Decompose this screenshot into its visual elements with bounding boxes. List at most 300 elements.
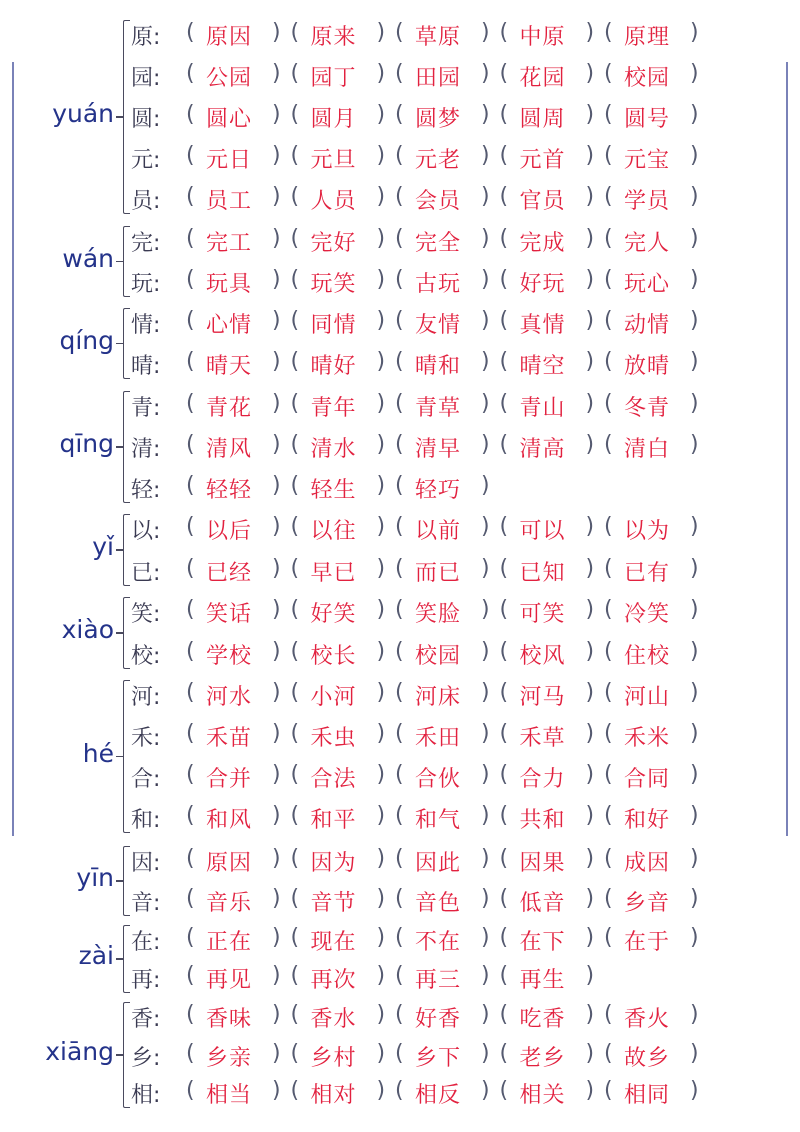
open-paren: ( <box>604 556 613 581</box>
close-paren: ) <box>272 762 281 787</box>
word-text: 轻轻 <box>206 478 253 503</box>
word-cell <box>291 680 395 710</box>
open-paren: ( <box>290 432 300 457</box>
word-text: 清早 <box>415 437 462 462</box>
open-paren: ( <box>395 391 404 416</box>
word-cell <box>186 267 290 297</box>
group-bracket <box>123 391 130 503</box>
entry-row <box>131 633 751 673</box>
entry-character: 已: <box>131 561 161 586</box>
open-paren: ( <box>604 1078 613 1103</box>
close-paren: ) <box>376 514 386 539</box>
close-paren: ) <box>690 597 699 622</box>
word-cell <box>186 308 290 338</box>
open-paren: ( <box>186 639 195 664</box>
close-paren: ) <box>272 639 281 664</box>
open-paren: ( <box>499 925 509 950</box>
word-cell <box>291 391 395 421</box>
open-paren: ( <box>290 721 300 746</box>
group-bracket <box>123 20 130 214</box>
word-cell <box>291 1041 395 1071</box>
word-cell <box>291 267 395 297</box>
open-paren: ( <box>395 20 404 45</box>
word-cell <box>395 680 499 710</box>
close-paren: ) <box>585 432 595 457</box>
open-paren: ( <box>604 925 613 950</box>
close-paren: ) <box>272 184 281 209</box>
open-paren: ( <box>290 61 300 86</box>
open-paren: ( <box>290 143 300 168</box>
close-paren: ) <box>376 721 386 746</box>
word-cell <box>186 432 290 462</box>
open-paren: ( <box>290 803 300 828</box>
word-text: 晴和 <box>415 354 462 379</box>
open-paren: ( <box>499 846 509 871</box>
open-paren: ( <box>499 20 509 45</box>
word-cell <box>500 597 604 627</box>
word-cell <box>186 762 290 792</box>
word-cell <box>604 803 708 833</box>
open-paren: ( <box>604 61 613 86</box>
word-text: 河马 <box>519 685 566 710</box>
word-cell <box>500 680 604 710</box>
entry-character: 完: <box>131 231 161 256</box>
bracket-dash <box>116 632 124 634</box>
word-text: 圆心 <box>206 107 253 132</box>
close-paren: ) <box>690 803 699 828</box>
entry-character: 合: <box>131 767 161 792</box>
open-paren: ( <box>290 886 300 911</box>
close-paren: ) <box>585 639 595 664</box>
close-paren: ) <box>272 1078 281 1103</box>
open-paren: ( <box>186 846 195 871</box>
word-cell <box>291 308 395 338</box>
close-paren: ) <box>376 20 386 45</box>
close-paren: ) <box>481 886 490 911</box>
close-paren: ) <box>272 432 281 457</box>
word-cell <box>395 267 499 297</box>
word-cell <box>395 803 499 833</box>
word-text: 晴天 <box>206 354 253 379</box>
word-text: 官员 <box>519 189 566 214</box>
open-paren: ( <box>290 963 300 988</box>
word-cell <box>500 20 604 50</box>
word-text: 会员 <box>415 189 462 214</box>
close-paren: ) <box>690 1078 699 1103</box>
open-paren: ( <box>186 102 195 127</box>
word-cell <box>186 20 290 50</box>
word-cell <box>500 308 604 338</box>
word-text: 笑话 <box>206 602 253 627</box>
close-paren: ) <box>376 102 386 127</box>
word-cell <box>291 226 395 256</box>
word-text: 故乡 <box>624 1046 671 1071</box>
group-bracket <box>123 925 130 993</box>
close-paren: ) <box>690 102 699 127</box>
entry-character: 员: <box>131 189 161 214</box>
open-paren: ( <box>186 473 195 498</box>
close-paren: ) <box>376 308 386 333</box>
word-cell <box>604 1002 708 1032</box>
word-text: 轻巧 <box>415 478 462 503</box>
word-text: 清白 <box>624 437 671 462</box>
open-paren: ( <box>395 886 404 911</box>
open-paren: ( <box>395 846 404 871</box>
entry-row <box>131 302 751 342</box>
close-paren: ) <box>690 226 699 251</box>
word-cell <box>186 846 290 876</box>
word-cell <box>500 803 604 833</box>
word-text: 已经 <box>206 561 253 586</box>
word-cell <box>604 267 708 297</box>
close-paren: ) <box>585 61 595 86</box>
word-cell <box>186 963 290 993</box>
word-text: 校园 <box>624 66 671 91</box>
open-paren: ( <box>499 432 509 457</box>
close-paren: ) <box>481 846 490 871</box>
word-text: 现在 <box>310 930 357 955</box>
open-paren: ( <box>395 349 404 374</box>
word-text: 圆周 <box>519 107 566 132</box>
word-cell <box>291 597 395 627</box>
word-cell <box>500 432 604 462</box>
open-paren: ( <box>499 639 509 664</box>
entry-row <box>131 715 751 755</box>
word-text: 河水 <box>206 685 253 710</box>
open-paren: ( <box>499 762 509 787</box>
bracket-dash <box>116 880 124 882</box>
word-cell <box>395 391 499 421</box>
close-paren: ) <box>272 721 281 746</box>
entry-character: 禾: <box>131 726 161 751</box>
close-paren: ) <box>376 556 386 581</box>
close-paren: ) <box>690 1002 699 1027</box>
open-paren: ( <box>499 184 509 209</box>
word-cell <box>500 963 604 993</box>
word-text: 低音 <box>519 891 566 916</box>
word-text: 禾田 <box>415 726 462 751</box>
word-text: 因此 <box>415 851 462 876</box>
open-paren: ( <box>290 1078 300 1103</box>
close-paren: ) <box>690 61 699 86</box>
open-paren: ( <box>499 963 509 988</box>
open-paren: ( <box>186 925 195 950</box>
word-text: 学员 <box>624 189 671 214</box>
open-paren: ( <box>499 1002 509 1027</box>
word-text: 共和 <box>519 808 566 833</box>
open-paren: ( <box>186 680 195 705</box>
open-paren: ( <box>604 184 613 209</box>
word-text: 冬青 <box>624 396 671 421</box>
close-paren: ) <box>481 20 490 45</box>
open-paren: ( <box>604 886 613 911</box>
word-text: 放晴 <box>624 354 671 379</box>
word-text: 相当 <box>206 1083 253 1108</box>
close-paren: ) <box>376 1078 386 1103</box>
open-paren: ( <box>604 762 613 787</box>
entry-row <box>131 96 751 136</box>
word-text: 禾草 <box>519 726 566 751</box>
close-paren: ) <box>376 639 386 664</box>
close-paren: ) <box>272 473 281 498</box>
open-paren: ( <box>395 762 404 787</box>
open-paren: ( <box>499 308 509 333</box>
entry-character: 香: <box>131 1007 161 1032</box>
word-text: 田园 <box>415 66 462 91</box>
left-margin-rule <box>12 62 14 836</box>
open-paren: ( <box>395 597 404 622</box>
close-paren: ) <box>272 597 281 622</box>
entry-row <box>131 220 751 260</box>
open-paren: ( <box>499 349 509 374</box>
word-text: 住校 <box>624 644 671 669</box>
close-paren: ) <box>690 680 699 705</box>
open-paren: ( <box>186 184 195 209</box>
entry-character: 玩: <box>131 272 161 297</box>
close-paren: ) <box>376 184 386 209</box>
open-paren: ( <box>604 803 613 828</box>
bracket-dash <box>116 343 124 345</box>
word-cell <box>186 143 290 173</box>
word-cell <box>186 1078 290 1108</box>
entry-row <box>131 957 751 997</box>
entry-row <box>131 385 751 425</box>
word-cell <box>291 925 395 955</box>
word-text: 以为 <box>624 519 671 544</box>
close-paren: ) <box>585 721 595 746</box>
word-text: 香水 <box>310 1007 357 1032</box>
close-paren: ) <box>376 432 386 457</box>
close-paren: ) <box>481 1041 490 1066</box>
word-text: 青草 <box>415 396 462 421</box>
close-paren: ) <box>272 556 281 581</box>
word-cell <box>395 61 499 91</box>
entry-character: 校: <box>131 644 161 669</box>
word-cell <box>604 349 708 379</box>
open-paren: ( <box>604 20 613 45</box>
close-paren: ) <box>481 762 490 787</box>
word-cell <box>604 925 708 955</box>
open-paren: ( <box>186 432 195 457</box>
open-paren: ( <box>499 102 509 127</box>
word-text: 再生 <box>519 968 566 993</box>
entry-row <box>131 591 751 631</box>
word-cell <box>291 349 395 379</box>
word-cell <box>186 184 290 214</box>
close-paren: ) <box>690 639 699 664</box>
open-paren: ( <box>604 721 613 746</box>
word-text: 原因 <box>206 851 253 876</box>
word-text: 已知 <box>519 561 566 586</box>
word-cell <box>604 514 708 544</box>
open-paren: ( <box>290 514 300 539</box>
word-text: 玩心 <box>624 272 671 297</box>
word-text: 笑脸 <box>415 602 462 627</box>
bracket-dash <box>116 1054 124 1056</box>
word-text: 古玩 <box>415 272 462 297</box>
close-paren: ) <box>376 61 386 86</box>
word-text: 合力 <box>519 767 566 792</box>
open-paren: ( <box>290 1002 300 1027</box>
entry-character: 乡: <box>131 1046 161 1071</box>
word-text: 和平 <box>310 808 357 833</box>
word-text: 学校 <box>206 644 253 669</box>
close-paren: ) <box>481 963 490 988</box>
word-text: 和风 <box>206 808 253 833</box>
word-text: 花园 <box>519 66 566 91</box>
word-cell <box>186 391 290 421</box>
word-cell <box>291 803 395 833</box>
word-text: 因果 <box>519 851 566 876</box>
word-text: 香味 <box>206 1007 253 1032</box>
open-paren: ( <box>186 1041 195 1066</box>
open-paren: ( <box>604 680 613 705</box>
open-paren: ( <box>395 473 404 498</box>
word-cell <box>186 102 290 132</box>
close-paren: ) <box>481 1002 490 1027</box>
pinyin-label: zài <box>78 941 114 970</box>
close-paren: ) <box>585 556 595 581</box>
close-paren: ) <box>481 556 490 581</box>
word-cell <box>395 721 499 751</box>
entry-character: 圆: <box>131 107 161 132</box>
close-paren: ) <box>481 349 490 374</box>
word-cell <box>500 349 604 379</box>
word-text: 员工 <box>206 189 253 214</box>
word-text: 草原 <box>415 25 462 50</box>
word-cell <box>186 886 290 916</box>
word-text: 合并 <box>206 767 253 792</box>
word-cell <box>604 680 708 710</box>
open-paren: ( <box>395 721 404 746</box>
close-paren: ) <box>376 1041 386 1066</box>
entry-row <box>131 996 751 1036</box>
word-cell <box>500 184 604 214</box>
open-paren: ( <box>499 267 509 292</box>
open-paren: ( <box>395 102 404 127</box>
word-text: 不在 <box>415 930 462 955</box>
word-text: 原因 <box>206 25 253 50</box>
close-paren: ) <box>690 762 699 787</box>
word-text: 元宝 <box>624 148 671 173</box>
word-text: 元日 <box>206 148 253 173</box>
word-cell <box>395 846 499 876</box>
close-paren: ) <box>272 267 281 292</box>
close-paren: ) <box>376 925 386 950</box>
word-text: 再次 <box>310 968 357 993</box>
word-text: 禾虫 <box>310 726 357 751</box>
close-paren: ) <box>272 143 281 168</box>
word-cell <box>500 886 604 916</box>
word-cell <box>604 102 708 132</box>
close-paren: ) <box>376 1002 386 1027</box>
word-text: 校园 <box>415 644 462 669</box>
close-paren: ) <box>690 349 699 374</box>
entry-character: 原: <box>131 25 161 50</box>
entry-character: 笑: <box>131 602 161 627</box>
open-paren: ( <box>604 597 613 622</box>
close-paren: ) <box>272 803 281 828</box>
close-paren: ) <box>481 184 490 209</box>
close-paren: ) <box>376 267 386 292</box>
open-paren: ( <box>499 1078 509 1103</box>
word-cell <box>604 1041 708 1071</box>
entry-row <box>131 1035 751 1075</box>
close-paren: ) <box>690 846 699 871</box>
open-paren: ( <box>186 762 195 787</box>
pinyin-label: hé <box>82 738 114 768</box>
word-text: 原理 <box>624 25 671 50</box>
word-cell <box>500 846 604 876</box>
word-text: 冷笑 <box>624 602 671 627</box>
close-paren: ) <box>585 1078 595 1103</box>
word-text: 青山 <box>519 396 566 421</box>
open-paren: ( <box>186 886 195 911</box>
group-bracket <box>123 226 130 297</box>
word-text: 人员 <box>310 189 357 214</box>
open-paren: ( <box>186 556 195 581</box>
open-paren: ( <box>395 1078 404 1103</box>
word-cell <box>395 886 499 916</box>
pinyin-label: wán <box>62 243 114 273</box>
word-cell <box>604 886 708 916</box>
open-paren: ( <box>395 680 404 705</box>
word-cell <box>395 184 499 214</box>
open-paren: ( <box>395 1041 404 1066</box>
word-text: 以往 <box>310 519 357 544</box>
open-paren: ( <box>290 473 300 498</box>
word-text: 圆梦 <box>415 107 462 132</box>
word-cell <box>604 432 708 462</box>
word-text: 乡下 <box>415 1046 462 1071</box>
entry-row <box>131 797 751 837</box>
close-paren: ) <box>585 846 595 871</box>
entry-row <box>131 1072 751 1112</box>
open-paren: ( <box>604 639 613 664</box>
word-text: 晴空 <box>519 354 566 379</box>
open-paren: ( <box>395 514 404 539</box>
word-text: 园丁 <box>310 66 357 91</box>
entry-row <box>131 550 751 590</box>
word-cell <box>395 556 499 586</box>
word-text: 音乐 <box>206 891 253 916</box>
close-paren: ) <box>272 886 281 911</box>
close-paren: ) <box>272 391 281 416</box>
close-paren: ) <box>690 391 699 416</box>
entry-character: 情: <box>131 313 161 338</box>
close-paren: ) <box>272 1002 281 1027</box>
word-text: 河山 <box>624 685 671 710</box>
close-paren: ) <box>481 267 490 292</box>
entry-character: 轻: <box>131 478 161 503</box>
close-paren: ) <box>481 721 490 746</box>
word-text: 乡村 <box>310 1046 357 1071</box>
word-text: 和好 <box>624 808 671 833</box>
close-paren: ) <box>585 1041 595 1066</box>
word-text: 玩具 <box>206 272 253 297</box>
open-paren: ( <box>395 226 404 251</box>
open-paren: ( <box>604 1002 613 1027</box>
entry-character: 以: <box>131 519 161 544</box>
entry-character: 相: <box>131 1083 161 1108</box>
word-text: 因为 <box>310 851 357 876</box>
entry-character: 音: <box>131 891 161 916</box>
bracket-dash <box>116 958 124 960</box>
close-paren: ) <box>585 762 595 787</box>
close-paren: ) <box>376 391 386 416</box>
close-paren: ) <box>481 514 490 539</box>
group-bracket <box>123 514 130 586</box>
